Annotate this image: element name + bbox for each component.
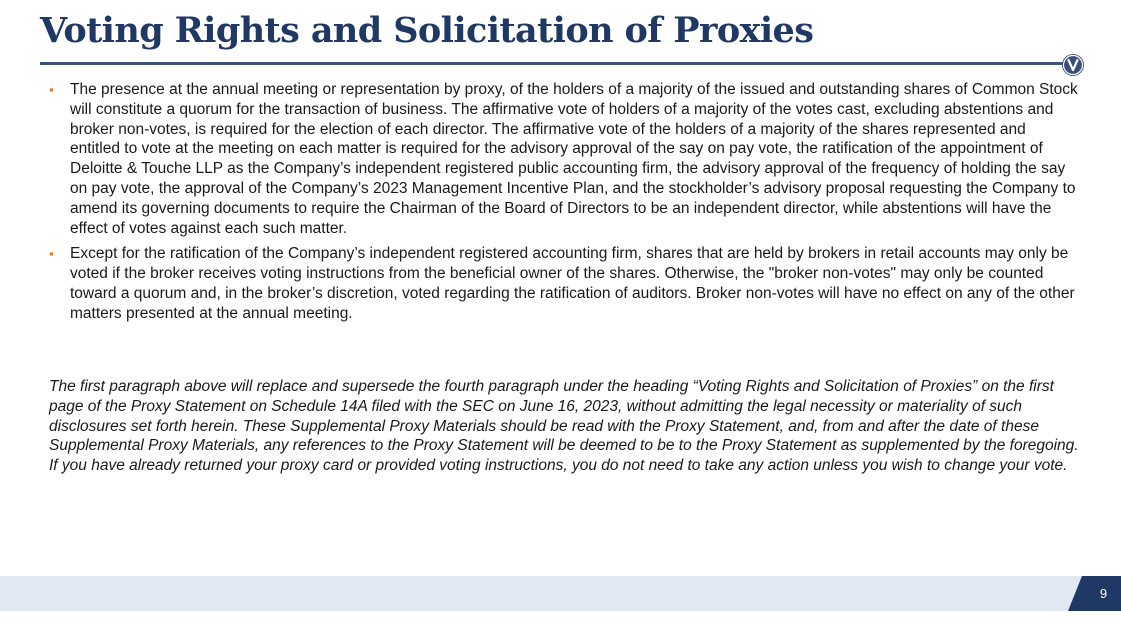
bullet-marker: ▪ [49, 82, 54, 97]
page-number: 9 [1099, 586, 1108, 601]
bullet-item-quorum [48, 80, 1078, 238]
bullet-text: The presence at the annual meeting or representation by proxy, of the holders of a majority of the issued and outstanding shares of Common Stock will constitute a quorum for the transaction of business. The affirmative vote of holders of a majority of the votes cast, excluding abstentions and broker non-votes, is required for the election of each director. The affirmative vote of the holders of a majority of the shares represented and entitled to vote at the meeting on each matter is required for the advisory approval of the say on pay vote, the ratification of the appointment of Deloitte & Touche LLP as the Company’s independent registered public accounting firm, the advisory approval of the frequency of holding the say on pay vote, the approval of the Company’s 2023 Management Incentive Plan, and the stockholder’s advisory proposal requesting the Company to amend its governing documents to require the Chairman of the Board of Directors to be an independent director, while abstentions will have the effect of votes against each such matter. [70, 81, 1078, 237]
v-logo-icon [1062, 54, 1084, 76]
bullet-item-broker-non-votes [48, 244, 1078, 323]
bullet-list [48, 80, 1078, 330]
title-divider [40, 62, 1066, 65]
footer-band [0, 576, 1121, 611]
supplement-note: The first paragraph above will replace and supersede the fourth paragraph under the heading “Voting Rights and Solicitation of Proxies” on the first page of the Proxy Statement on Schedule 14A filed with the SEC on June 16, 2023, without admitting the legal necessity or materiality of such disclosures set forth herein. These Supplemental Proxy Materials should be read with the Proxy Statement, and, from and after the date of these Supplemental Proxy Materials, any references to the Proxy Statement will be deemed to be to the Proxy Statement as supplemented by the foregoing. If you have already returned your proxy card or provided voting instructions, you do not need to take any action unless you wish to change your vote. [49, 378, 1079, 475]
slide-title: Voting Rights and Solicitation of Proxies [40, 10, 814, 51]
bullet-marker: ▪ [49, 246, 54, 262]
bullet-text: Except for the ratification of the Company’s independent registered accounting firm, shares that are held by brokers in retail accounts may only be voted if the broker receives voting instructions from the beneficial owner of the shares. Otherwise, the "broker non-votes" may only be counted toward a quorum and, in the broker’s discretion, voted regarding the ratification of auditors. Broker non-votes will have no effect on any of the other matters presented at the annual meeting. [70, 245, 1075, 322]
